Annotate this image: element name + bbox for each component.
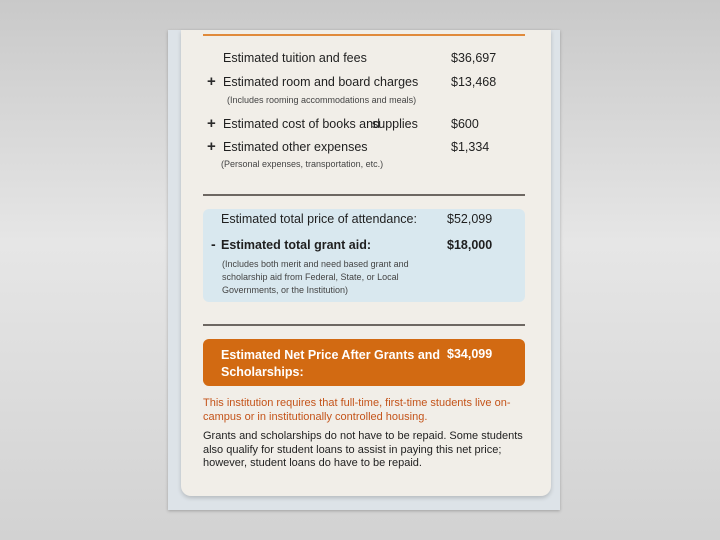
grant-aid-label: Estimated total grant aid: (221, 238, 372, 252)
books-label-supplies: supplies (372, 117, 418, 131)
tuition-label: Estimated tuition and fees (223, 51, 367, 65)
other-expenses-amount: $1,334 (451, 140, 490, 154)
tuition-amount: $36,697 (451, 51, 497, 65)
books-amount: $600 (451, 117, 479, 131)
total-price-amount: $52,099 (447, 212, 493, 226)
section-divider (203, 194, 525, 196)
net-price-label: Estimated Net Price After Grants and Scholarships: (221, 348, 441, 379)
other-expenses-label: Estimated other expenses (223, 140, 368, 154)
top-divider (203, 34, 525, 36)
grant-aid-note: (Includes both merit and need based grant and scholarship aid from Federal, State, or Local Governments, or the Institution) (222, 259, 409, 295)
plus-icon: + (207, 73, 216, 90)
plus-icon: + (207, 138, 216, 155)
net-price-amount: $34,099 (447, 347, 493, 361)
loans-note: Grants and scholarships do not have to be repaid. Some students also qualify for student loans to assist in paying this net price; however, student loans do have to be repaid. (203, 430, 523, 469)
total-price-label: Estimated total price of attendance: (221, 212, 417, 226)
room-board-label: Estimated room and board charges (223, 75, 419, 89)
minus-icon: - (211, 236, 216, 252)
room-board-amount: $13,468 (451, 75, 497, 89)
housing-requirement-note: This institution requires that full-time, first-time students live on-campus or in institutionally controlled housing. (203, 397, 511, 423)
section-divider (203, 324, 525, 326)
grant-aid-amount: $18,000 (447, 238, 493, 252)
room-board-note: (Includes rooming accommodations and meals) (227, 95, 417, 105)
books-label: Estimated cost of books and (223, 117, 381, 131)
other-expenses-note: (Personal expenses, transportation, etc.) (221, 159, 384, 169)
plus-icon: + (207, 115, 216, 132)
